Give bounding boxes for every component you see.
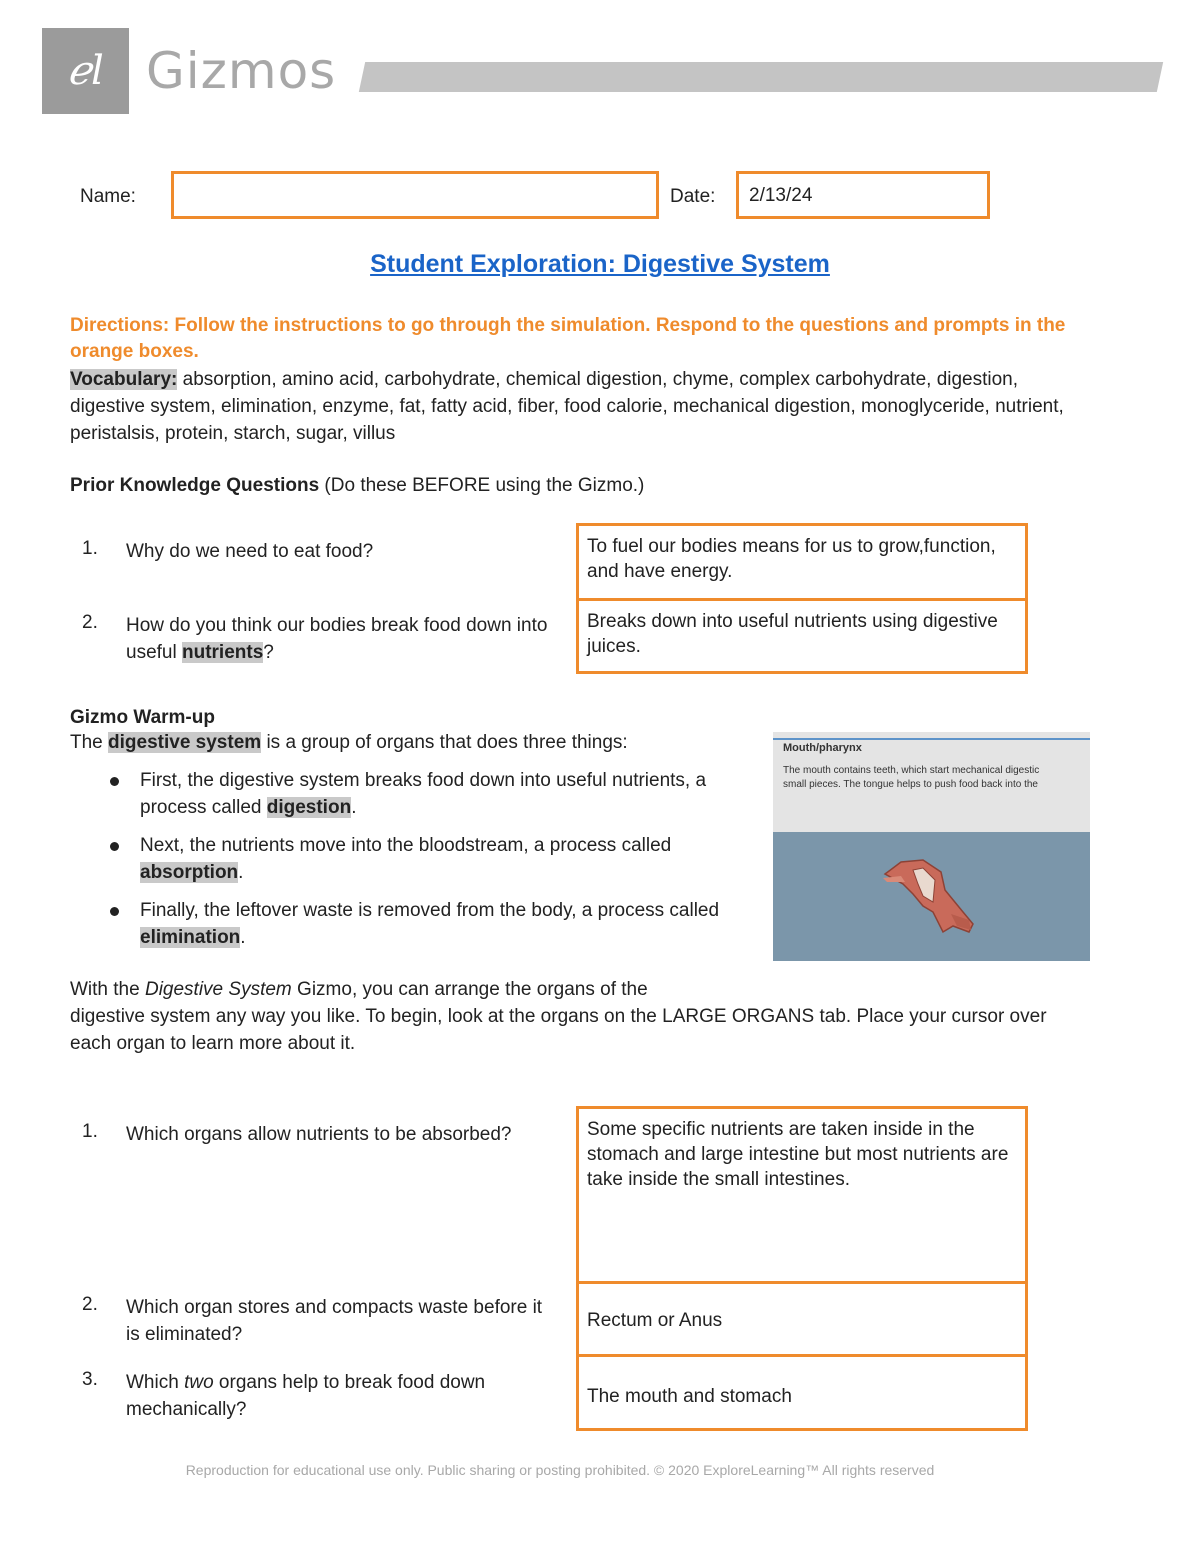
q3-answer[interactable]: The mouth and stomach: [576, 1354, 1028, 1431]
bullet-text: First, the digestive system breaks food down into useful nutrients, a process called: [140, 770, 707, 818]
q3-text: [126, 1369, 556, 1423]
bullet-dot: [110, 842, 119, 851]
q3-italic: two: [184, 1372, 214, 1393]
logo-glyph: ℯl: [67, 48, 104, 94]
gizmo-name: Digestive System: [144, 979, 292, 1000]
prior-heading-text: Prior Knowledge Questions: [70, 475, 320, 496]
bullet-dot: [110, 907, 119, 916]
gizmos-logo: [42, 28, 129, 114]
screenshot-stage: [773, 832, 1090, 961]
screenshot-divider: [773, 738, 1090, 740]
q1-number: 1.: [82, 1121, 98, 1142]
digestion-term: digestion: [266, 797, 352, 818]
footer-copyright: Reproduction for educational use only. Public sharing or posting prohibited. © 2020 ExploreLearning™ All rights reserved: [185, 1462, 935, 1478]
absorption-term: absorption: [140, 862, 239, 883]
bullet-elimination: [70, 897, 750, 951]
q2-number: 2.: [82, 1294, 98, 1315]
prior-q2-text: [126, 612, 571, 666]
bullet-text: Next, the nutrients move into the bloodstream, a process called: [140, 835, 672, 856]
q3-pre: Which: [126, 1372, 185, 1393]
elimination-term: elimination: [140, 927, 241, 948]
instructions-post: Gizmo, you can arrange the organs of the: [291, 979, 648, 1000]
bullet-absorption: [70, 832, 750, 886]
prior-note: (Do these BEFORE using the Gizmo.): [319, 475, 645, 496]
prior-q1-number: 1.: [82, 538, 98, 559]
prior-q1-answer[interactable]: To fuel our bodies means for us to grow,function, and have energy.: [576, 523, 1028, 601]
name-field[interactable]: [171, 171, 659, 219]
prior-q1-text: Why do we need to eat food?: [126, 541, 374, 562]
vocabulary-label: Vocabulary:: [70, 369, 178, 390]
vocabulary-terms: absorption, amino acid, carbohydrate, chemical digestion, chyme, complex carbohydrate, digestion, digestive system, elimination, enzyme, fat, fatty acid, fiber, food calorie, mechanical digestion, monoglyceride, nutrient, peristalsis, protein, starch, sugar, villus: [70, 369, 1064, 444]
q1-answer[interactable]: [576, 1106, 1028, 1284]
bullet-dot: [110, 777, 119, 786]
nutrients-term: nutrients: [181, 642, 264, 663]
gizmo-screenshot: [773, 732, 1090, 961]
page-title: Student Exploration: Digestive System: [370, 250, 830, 278]
mouth-pharynx-illustration: [773, 832, 1090, 961]
prior-q2-number: 2.: [82, 612, 98, 633]
q3-number: 3.: [82, 1369, 98, 1390]
instructions-rest: digestive system any way you like. To begin, look at the organs on the LARGE ORGANS tab. Place your cursor over each organ to learn more about it.: [70, 1006, 1047, 1054]
q1-answer-line2: stomach and large intestine but most nutrients are take inside the small intestines.: [587, 1144, 1009, 1190]
bullet-period: .: [351, 797, 357, 818]
brand-name: Gizmos: [146, 42, 337, 100]
warmup-heading: [70, 704, 1080, 731]
screenshot-info-panel: [773, 732, 1090, 832]
q1-answer-line1: Some specific nutrients are taken inside in the: [587, 1119, 975, 1140]
screenshot-text: [783, 764, 1090, 792]
prior-q2-post: ?: [263, 642, 274, 663]
screenshot-title: Mouth/pharynx: [783, 742, 862, 754]
q3-post: organs help to break food down mechanically?: [126, 1372, 486, 1420]
q1-text: Which organs allow nutrients to be absorbed?: [126, 1124, 512, 1145]
name-label: Name:: [80, 186, 136, 207]
instructions-pre: With the: [70, 979, 145, 1000]
warmup-instructions: [70, 976, 1080, 1057]
bullet-period: .: [240, 927, 246, 948]
bullet-period: .: [238, 862, 244, 883]
header-bar: [359, 62, 1163, 92]
screenshot-line-2: small pieces. The tongue helps to push food back into the: [783, 779, 1038, 790]
digestive-system-term: digestive system: [108, 732, 262, 753]
bullet-digestion: [70, 767, 750, 821]
directions: Directions: Follow the instructions to go through the simulation. Respond to the questions and prompts in the orange boxes.: [70, 315, 1066, 362]
date-label: Date:: [670, 186, 716, 207]
prior-q2-pre: How do you think our bodies break food down into useful: [126, 615, 548, 663]
screenshot-line-1: The mouth contains teeth, which start mechanical digestic: [783, 765, 1040, 776]
warmup-intro-post: is a group of organs that does three things:: [261, 732, 628, 753]
bullet-text: Finally, the leftover waste is removed from the body, a process called: [140, 900, 720, 921]
warmup-heading-text: Gizmo Warm-up: [70, 707, 215, 728]
prior-q2-answer[interactable]: Breaks down into useful nutrients using digestive juices.: [576, 598, 1028, 674]
date-field[interactable]: 2/13/24: [736, 171, 990, 219]
warmup-intro-pre: The: [70, 732, 109, 753]
q2-text: Which organ stores and compacts waste before it is eliminated?: [126, 1297, 543, 1345]
vocabulary: [70, 366, 1080, 447]
warmup-bullet-list: [70, 767, 750, 962]
warmup-intro: [70, 729, 750, 756]
prior-knowledge-heading: [70, 472, 1080, 499]
q2-answer[interactable]: Rectum or Anus: [576, 1281, 1028, 1357]
